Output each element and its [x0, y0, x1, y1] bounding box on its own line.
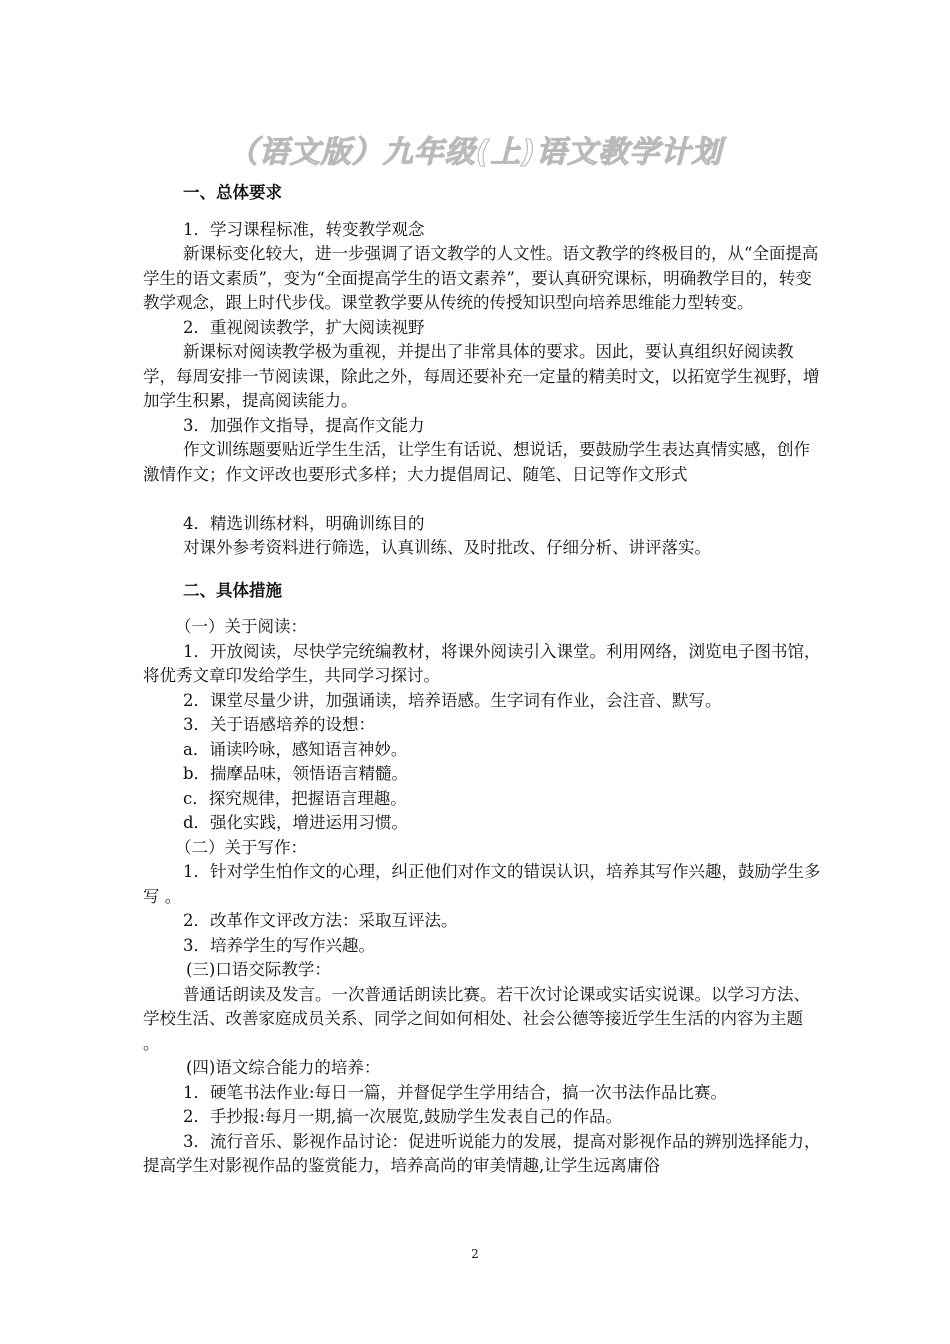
section-heading-measures: 二、具体措施	[183, 580, 282, 600]
subheading-4: 4．精选训练材料，明确训练目的	[183, 513, 425, 533]
paragraph-4: 对课外参考资料进行筛选，认真训练、及时批改、仔细分析、讲评落实。	[183, 538, 711, 557]
paragraph-3: 作文训练题要贴近学生生活，让学生有话说、想说话，要鼓励学生表达真情实感，创作激情作文；作文评改也要形式多样；大力提倡周记、随笔、日记等作文形式	[143, 440, 810, 484]
writing-item: 1．针对学生怕作文的心理，纠正他们对作文的错误认识，培养其写作兴趣，鼓励学生多写 。	[143, 862, 821, 906]
oral-text: 普通话朗读及发言。一次普通话朗读比赛。若干次讨论课或实话实说课。以学习方法、学校生活、改善家庭成员关系、同学之间如何相处、社会公德等接近学生生活的内容为主题 。	[143, 984, 810, 1053]
subheading-3: 3．加强作文指导，提高作文能力	[183, 415, 425, 435]
reading-label: （一）关于阅读：	[175, 617, 307, 636]
paragraph-1: 新课标变化较大，进一步强调了语文教学的人文性。语文教学的终极目的，从“全面提高学生的语文素质”，变为“全面提高学生的语文素养”，要认真研究课标，明确教学目的，转变教学观念，跟上时代步伐。课堂教学要从传统的传授知识型向培养思维能力型转变。	[143, 244, 819, 312]
reading-item: d．强化实践，增进运用习惯。	[183, 813, 409, 832]
reading-item: b．揣摩品味，领悟语言精髓。	[183, 764, 409, 783]
document-body	[143, 181, 823, 1179]
reading-item: 1．开放阅读，尽快学完统编教材，将课外阅读引入课堂。利用网络，浏览电子图书馆，将优秀文章印发给学生，共同学习探讨。	[143, 641, 821, 685]
comprehensive-item: 3．流行音乐、影视作品讨论：促进听说能力的发展，提高对影视作品的辨别选择能力，提高学生对影视作品的鉴赏能力，培养高尚的审美情趣,让学生远离庸俗	[143, 1131, 821, 1175]
paragraph-2: 新课标对阅读教学极为重视，并提出了非常具体的要求。因此，要认真组织好阅读教学，每周安排一节阅读课，除此之外，每周还要补充一定量的精美时文，以拓宽学生视野，增加学生积累，提高阅读能力。	[143, 342, 820, 410]
subheading-2: 2．重视阅读教学，扩大阅读视野	[183, 317, 425, 337]
page-number: 2	[471, 1247, 479, 1261]
reading-item: 2．课堂尽量少讲，加强诵读，培养语感。生字词有作业，会注音、默写。	[183, 690, 722, 710]
reading-item: 3．关于语感培养的设想：	[183, 715, 375, 734]
writing-item: 3．培养学生的写作兴趣。	[183, 935, 375, 955]
subheading-1: 1．学习课程标准，转变教学观念	[183, 219, 425, 239]
comprehensive-item: 1．硬笔书法作业:每日一篇，并督促学生学用结合，搞一次书法作品比赛。	[183, 1082, 728, 1102]
writing-item: 2．改革作文评改方法：采取互评法。	[183, 911, 458, 930]
document-title: （语文版）九年级(上)语文教学计划	[227, 135, 723, 170]
oral-label: (三)口语交际教学：	[186, 960, 331, 979]
comprehensive-label: (四)语文综合能力的培养：	[186, 1058, 381, 1077]
section-heading-general: 一、总体要求	[183, 183, 282, 202]
comprehensive-item: 2．手抄报:每月一期,搞一次展览,鼓励学生发表自己的作品。	[183, 1107, 623, 1126]
reading-item: c．探究规律，把握语言理趣。	[183, 788, 407, 808]
reading-item: a．诵读吟咏，感知语言神妙。	[183, 739, 408, 759]
writing-label: （二）关于写作：	[175, 837, 307, 857]
